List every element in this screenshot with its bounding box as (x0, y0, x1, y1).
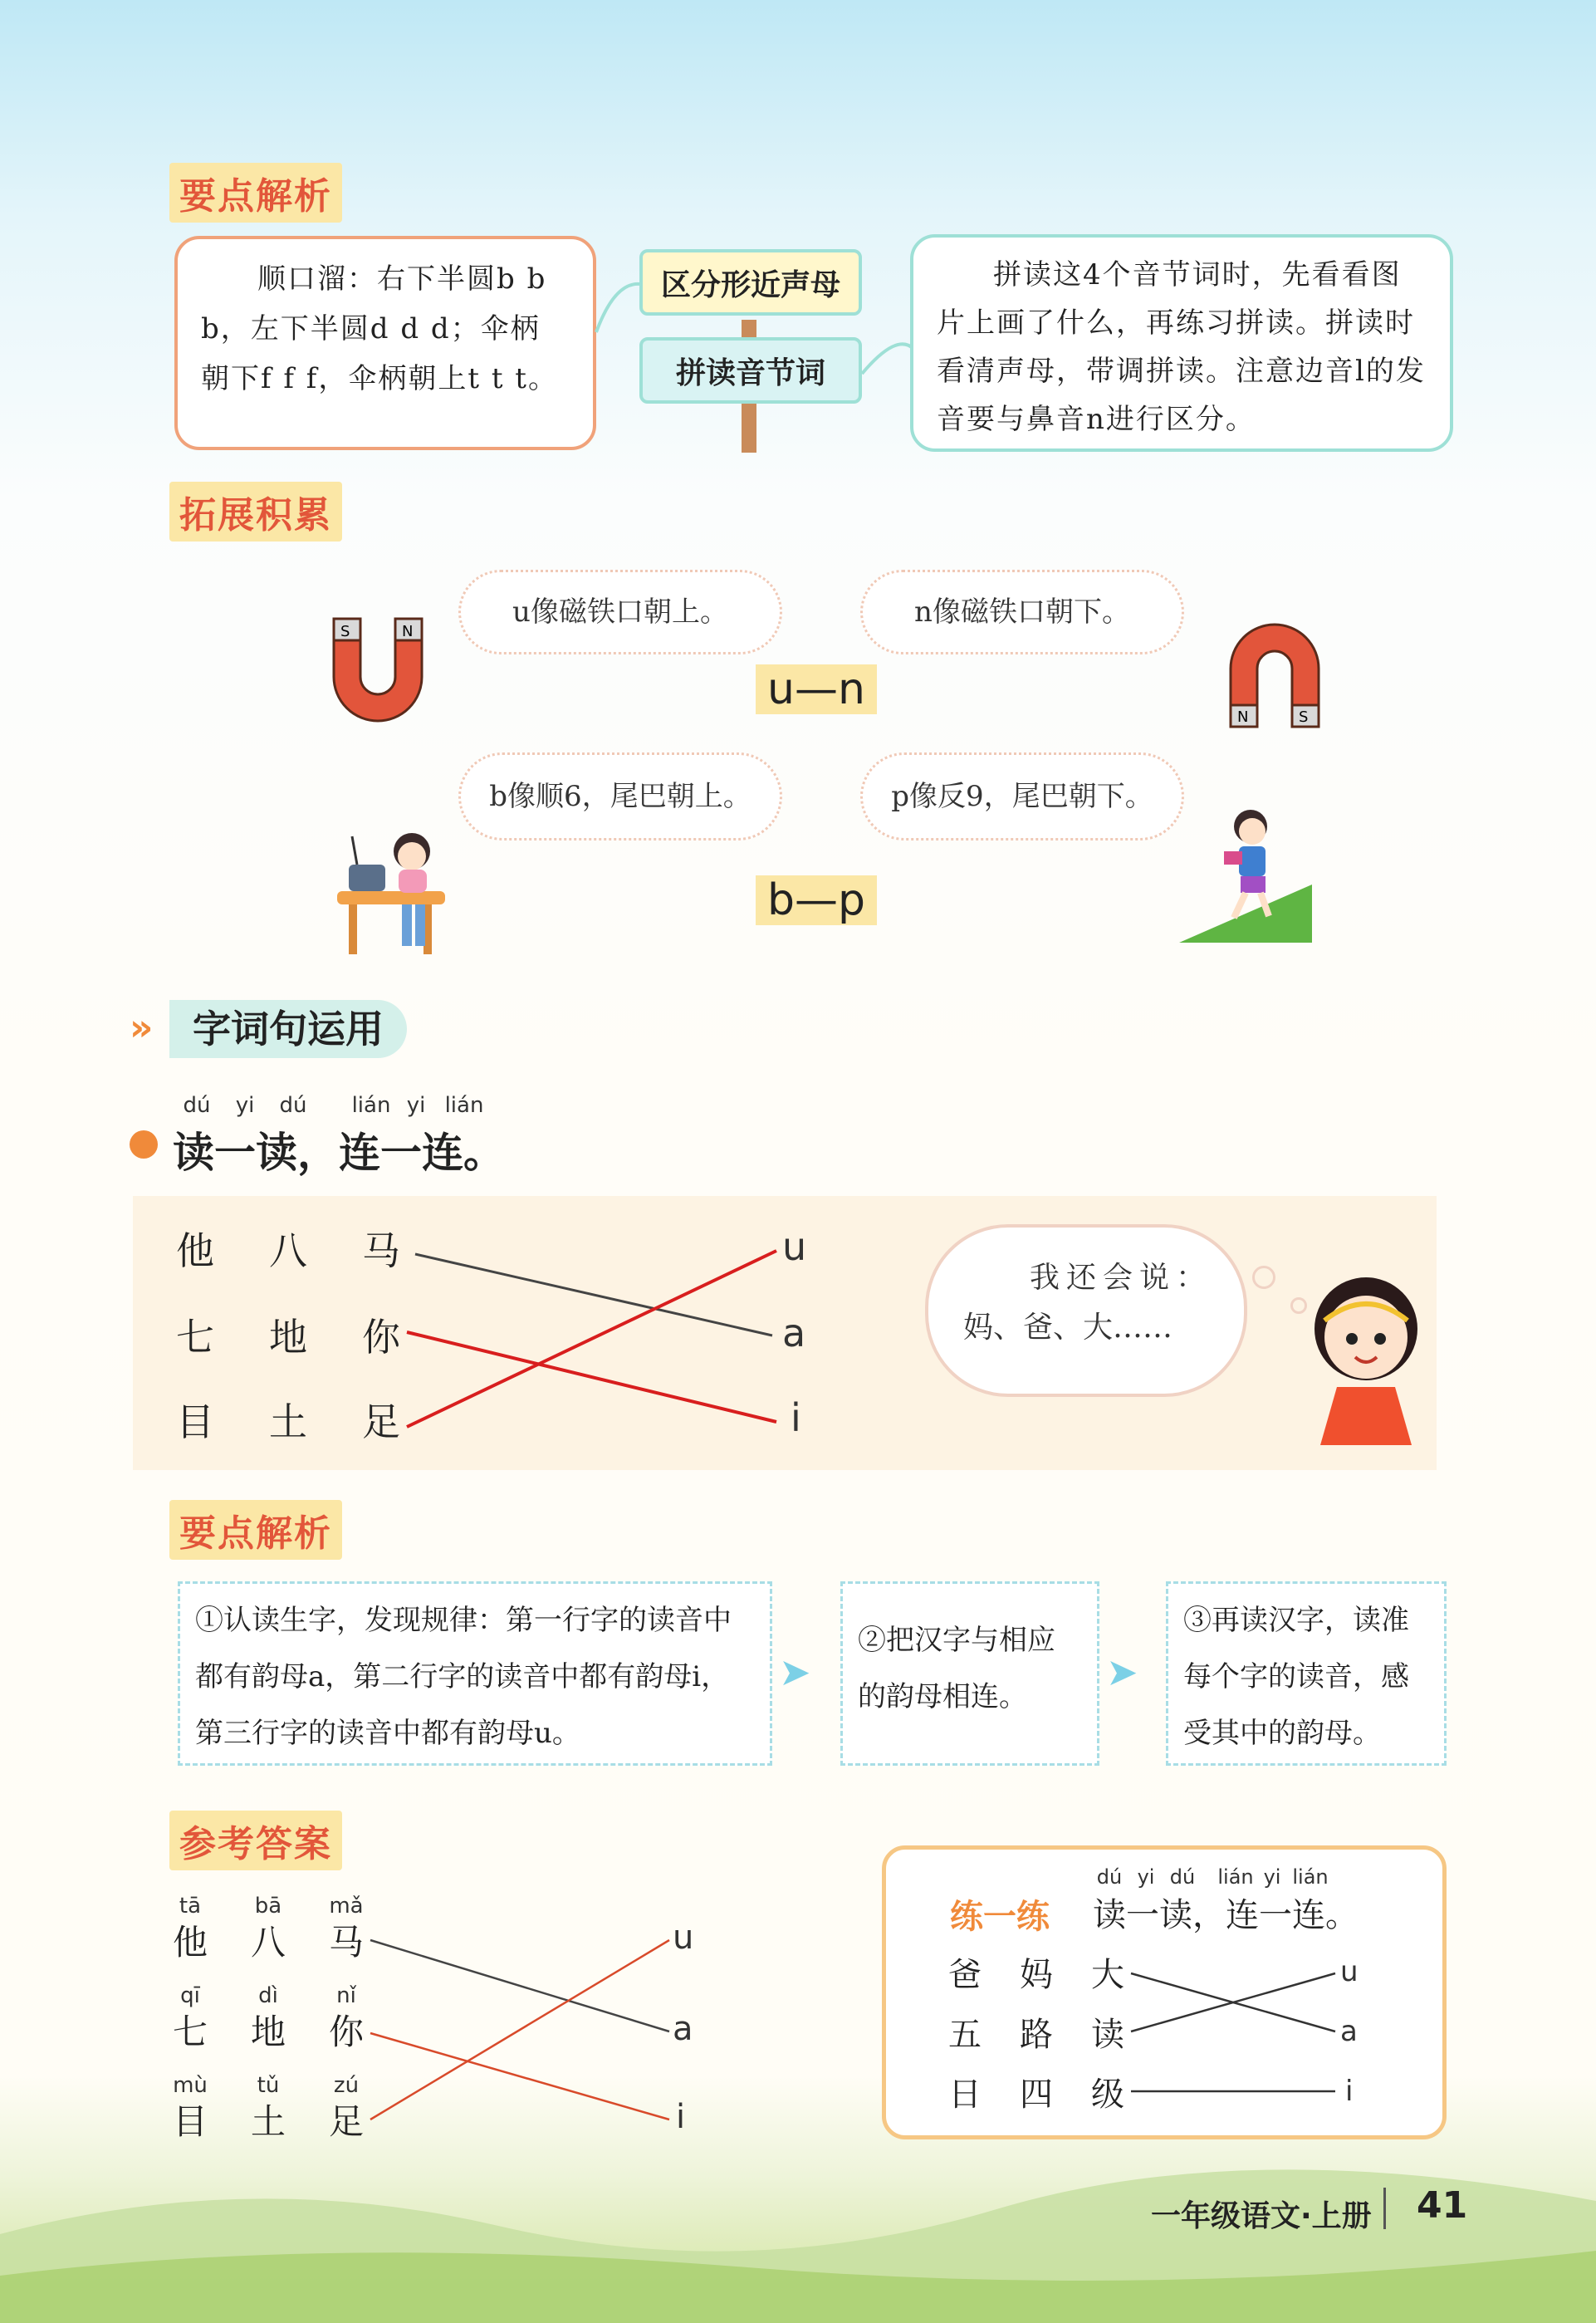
arrow-right-icon-1: ➤ (779, 1649, 811, 1694)
svg-text:N: N (1237, 708, 1249, 726)
practice-char-wu: 五 (948, 2016, 982, 2054)
char-zu: 足 (362, 1399, 400, 1444)
answer-pinyin-mu: mù (173, 2073, 208, 2098)
practice-char-ba: 爸 (948, 1956, 982, 1994)
letter-a: a (782, 1311, 806, 1355)
arrow-right-icon-2: ➤ (1106, 1649, 1138, 1694)
answer-char-tu: 土 (251, 2101, 286, 2142)
mnemonic-text: 顺口溜：右下半圆b b b，左下半圆d d d；伞柄朝下f f f，伞柄朝上t t t。 (201, 262, 558, 395)
thought-label: 我还会说： (1030, 1261, 1213, 1295)
char-ni: 你 (362, 1315, 400, 1360)
pinyin-lian-1: lián (351, 1093, 391, 1118)
section-tag-key-points-2: 要点解析 (169, 1500, 342, 1560)
bubble-b-six: b像顺6，尾巴朝上。 (458, 752, 782, 840)
page-number: 41 (1417, 2184, 1468, 2227)
practice-char-lu: 路 (1020, 2016, 1053, 2054)
char-tu: 土 (269, 1399, 307, 1444)
bubble-p-nine: p像反9，尾巴朝下。 (860, 752, 1184, 840)
char-ta: 他 (176, 1228, 214, 1273)
step-1-text: ①认读生字，发现规律：第一行字的读音中都有韵母a，第二行字的读音中都有韵母i，第三行字的读音中都有韵母u。 (195, 1604, 732, 1750)
section-tag-key-points: 要点解析 (169, 163, 342, 223)
practice-char-ri: 日 (948, 2076, 982, 2114)
practice-pinyin-du-1: dú (1096, 1865, 1123, 1889)
exercise-title: 读一读，连一连。 (173, 1129, 505, 1177)
answer-char-di: 地 (251, 2012, 286, 2052)
practice-pinyin-yi-1: yi (1137, 1865, 1155, 1889)
practice-char-ma: 妈 (1020, 1956, 1053, 1994)
practice-char-du: 读 (1091, 2016, 1124, 2054)
answer-pinyin-zu: zú (333, 2073, 360, 2098)
practice-pinyin-lian-2: lián (1292, 1865, 1329, 1889)
practice-pinyin-yi-2: yi (1263, 1865, 1281, 1889)
answer-pinyin-qi: qī (180, 1983, 200, 2008)
pinyin-lian-2: lián (444, 1093, 484, 1118)
heading-arrows-icon: » (130, 1007, 154, 1049)
char-mu: 目 (176, 1399, 214, 1444)
footer-divider (1383, 2188, 1386, 2229)
practice-char-da: 大 (1091, 1956, 1124, 1994)
section-tag-answers: 参考答案 (169, 1811, 342, 1870)
answer-char-ma: 马 (329, 1922, 365, 1963)
char-ba: 八 (269, 1228, 307, 1273)
answer-char-ta: 他 (173, 1922, 208, 1963)
sign-read-syllables: 拼读音节词 (639, 337, 862, 404)
svg-text:S: S (1299, 708, 1309, 726)
footer-book-title: 一年级语文·上册 (1151, 2199, 1372, 2233)
answer-letter-i: i (676, 2098, 686, 2136)
pinyin-du-2: dú (279, 1093, 307, 1118)
pair-u-n: u—n (756, 664, 877, 714)
answer-pinyin-ma: mǎ (329, 1894, 364, 1919)
answer-pinyin-ni: nǐ (336, 1983, 356, 2008)
letter-u: u (782, 1224, 807, 1269)
pinyin-du-1: dú (183, 1093, 211, 1118)
answer-char-qi: 七 (173, 2012, 208, 2052)
practice-label: 练一练 (950, 1898, 1050, 1936)
answer-pinyin-ba: bā (254, 1894, 282, 1919)
section-heading: 字词句运用 (169, 1000, 407, 1058)
practice-char-si: 四 (1020, 2076, 1053, 2114)
practice-pinyin-lian-1: lián (1217, 1865, 1254, 1889)
letter-i: i (791, 1395, 801, 1440)
step-2-text: ②把汉字与相应的韵母相连。 (858, 1624, 1055, 1713)
char-ma: 马 (362, 1228, 400, 1273)
practice-title: 读一读，连一连。 (1093, 1896, 1359, 1934)
practice-letter-i: i (1345, 2075, 1354, 2108)
bubble-u-magnet: u像磁铁口朝上。 (458, 570, 782, 654)
answer-char-mu: 目 (173, 2101, 208, 2142)
answer-char-ba: 八 (251, 1922, 286, 1963)
pinyin-yi-2: yi (406, 1093, 426, 1118)
practice-char-ji: 级 (1091, 2076, 1124, 2114)
practice-letter-u: u (1340, 1955, 1359, 1988)
svg-text:N: N (402, 623, 414, 640)
answer-pinyin-ta: tā (179, 1894, 202, 1919)
bubble-n-magnet: n像磁铁口朝下。 (860, 570, 1184, 654)
answer-char-zu: 足 (329, 2101, 365, 2142)
practice-letter-a: a (1340, 2015, 1358, 2048)
thought-text: 妈、爸、大…… (963, 1311, 1173, 1345)
char-qi: 七 (176, 1315, 214, 1360)
section-tag-extension: 拓展积累 (169, 482, 342, 542)
pinyin-yi-1: yi (235, 1093, 255, 1118)
answer-pinyin-tu: tǔ (257, 2073, 280, 2098)
pair-b-p: b—p (756, 875, 877, 925)
answer-pinyin-di: dì (258, 1983, 278, 2008)
answer-char-ni: 你 (329, 2012, 365, 2052)
practice-pinyin-du-2: dú (1169, 1865, 1196, 1889)
svg-text:S: S (340, 623, 350, 640)
step-3-text: ③再读汉字，读准每个字的读音，感受其中的韵母。 (1183, 1604, 1409, 1750)
answer-letter-a: a (673, 2010, 693, 2048)
sign-distinguish-initials: 区分形近声母 (639, 249, 862, 316)
answer-letter-u: u (673, 1919, 694, 1957)
char-di: 地 (269, 1315, 307, 1360)
reading-tips-text: 拼读这4个音节词时，先看看图片上画了什么，再练习拼读。拼读时看清声母，带调拼读。注意边音l的发音要与鼻音n进行区分。 (937, 258, 1426, 436)
